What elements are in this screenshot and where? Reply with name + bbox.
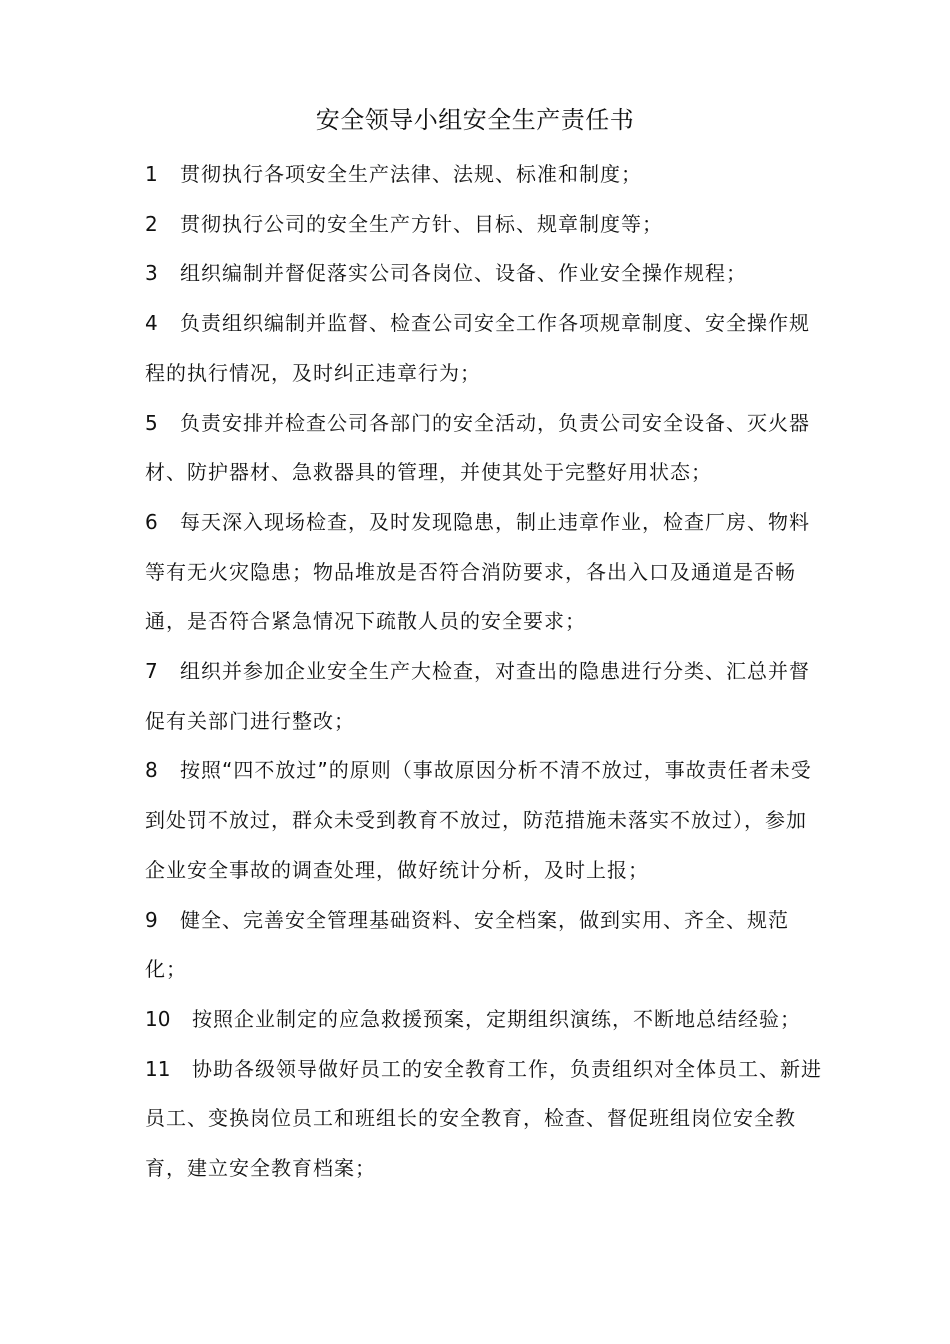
list-item (145, 647, 825, 746)
item-number: 7 (145, 659, 158, 684)
item-text: 协助各级领导做好员工的安全教育工作，负责组织对全体员工、新进员工、变换岗位员工和班组长的安全教育，检查、督促班组岗位安全教育，建立安全教育档案； (145, 1056, 822, 1181)
item-text: 健全、完善安全管理基础资料、安全档案，做到实用、齐全、规范化； (145, 907, 789, 982)
item-number: 10 (145, 1006, 171, 1031)
list-item (145, 249, 825, 299)
item-number: 5 (145, 410, 158, 435)
item-text: 按照企业制定的应急救援预案，定期组织演练，不断地总结经验； (192, 1006, 801, 1031)
document-title: 安全领导小组安全生产责任书 (315, 106, 635, 134)
list-item (145, 995, 825, 1045)
item-number: 4 (145, 311, 158, 336)
item-number: 6 (145, 509, 158, 534)
item-number: 2 (145, 211, 158, 236)
item-text: 组织编制并督促落实公司各岗位、设备、作业安全操作规程； (180, 261, 747, 286)
item-text: 每天深入现场检查，及时发现隐患，制止违章作业，检查厂房、物料等有无火灾隐患；物品堆放是否符合消防要求，各出入口及通道是否畅通，是否符合紧急情况下疏散人员的安全要求； (145, 509, 810, 634)
item-number: 8 (145, 758, 158, 783)
list-item (145, 1045, 825, 1194)
list-item (145, 299, 825, 398)
list-item (145, 399, 825, 498)
item-text: 贯彻执行公司的安全生产方针、目标、规章制度等； (180, 211, 663, 236)
list-item (145, 498, 825, 647)
item-number: 3 (145, 261, 158, 286)
list-item (145, 200, 825, 250)
item-number: 1 (145, 162, 158, 186)
item-text: 按照“四不放过”的原则（事故原因分析不清不放过，事故责任者未受到处罚不放过，群众未受到教育不放过，防范措施未落实不放过），参加企业安全事故的调查处理，做好统计分析，及时上报； (145, 758, 812, 882)
list-item (145, 150, 825, 200)
item-text: 贯彻执行各项安全生产法律、法规、标准和制度； (180, 162, 642, 186)
item-number: 11 (145, 1056, 171, 1081)
item-text: 负责组织编制并监督、检查公司安全工作各项规章制度、安全操作规程的执行情况，及时纠正违章行为； (145, 311, 810, 385)
item-text: 组织并参加企业安全生产大检查，对查出的隐患进行分类、汇总并督促有关部门进行整改； (145, 659, 810, 733)
item-text: 负责安排并检查公司各部门的安全活动，负责公司安全设备、灭火器材、防护器材、急救器具的管理，并使其处于完整好用状态； (145, 410, 810, 485)
item-number: 9 (145, 907, 158, 932)
responsibility-list (145, 150, 825, 1194)
list-item (145, 896, 825, 995)
list-item (145, 746, 825, 895)
